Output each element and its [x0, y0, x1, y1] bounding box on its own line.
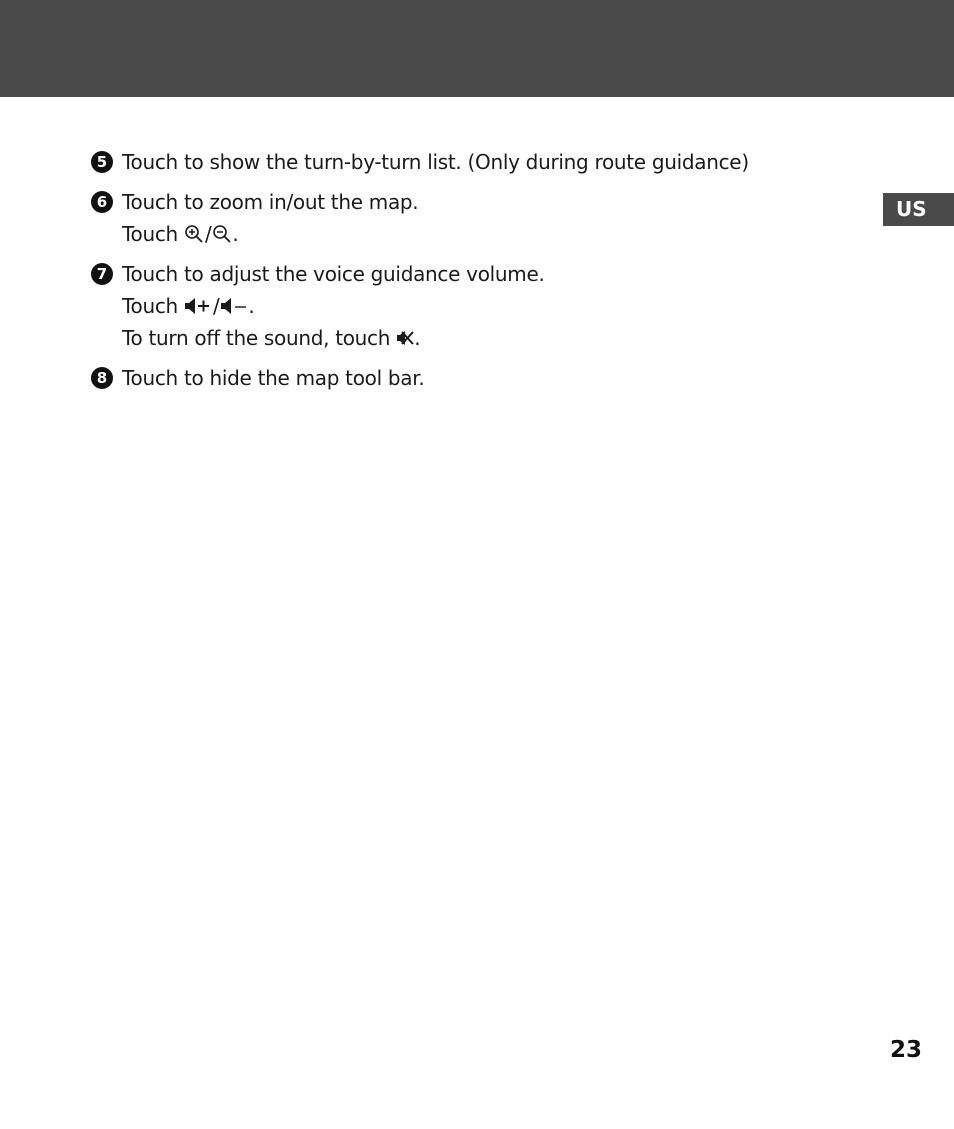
touch-instruction	[122, 290, 851, 322]
touch-instruction	[122, 218, 851, 250]
page-number: 23	[889, 1037, 922, 1063]
zoom-out-icon	[212, 224, 232, 244]
mute-icon	[396, 329, 414, 347]
item-text: Touch to adjust the voice guidance volume.	[122, 262, 545, 286]
list-item	[91, 258, 851, 354]
touch-prefix: Touch	[122, 294, 178, 318]
item-number-badge: 5	[91, 151, 113, 173]
item-number-badge: 8	[91, 367, 113, 389]
period: .	[414, 326, 421, 350]
header-band	[0, 0, 954, 97]
separator: /	[204, 222, 212, 246]
region-tab	[883, 193, 954, 226]
region-tab-label: US	[896, 197, 927, 221]
period: .	[248, 294, 255, 318]
list-item	[91, 146, 851, 178]
item-text: Touch to hide the map tool bar.	[122, 366, 425, 390]
item-number-badge: 6	[91, 191, 113, 213]
item-text: Touch to zoom in/out the map.	[122, 190, 419, 214]
period: .	[232, 222, 239, 246]
mute-instruction	[122, 322, 851, 354]
list-item	[91, 186, 851, 250]
separator: /	[212, 294, 220, 318]
item-number-badge: 7	[91, 263, 113, 285]
zoom-in-icon	[184, 224, 204, 244]
volume-down-icon	[220, 297, 248, 315]
touch-prefix: Touch	[122, 222, 178, 246]
list-item	[91, 362, 851, 394]
volume-up-icon	[184, 297, 212, 315]
item-text: Touch to show the turn-by-turn list. (Only during route guidance)	[122, 150, 749, 174]
mute-text: To turn off the sound, touch	[122, 326, 391, 350]
instruction-list	[91, 146, 851, 402]
